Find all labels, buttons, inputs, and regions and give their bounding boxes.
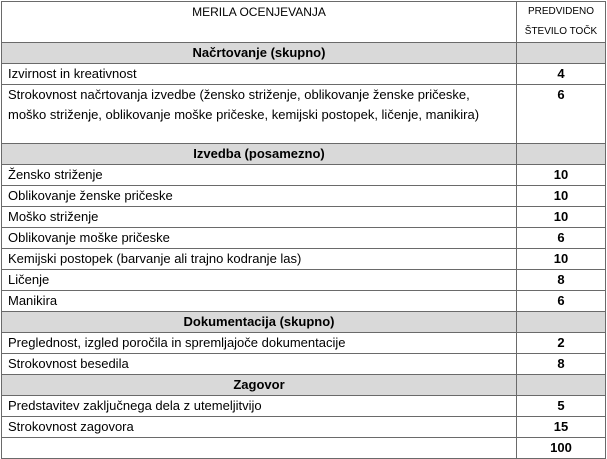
section-row [2, 375, 606, 396]
points-header [517, 2, 606, 43]
total-label-cell [2, 438, 517, 459]
section-row [2, 312, 606, 333]
section-points-cell [517, 43, 606, 64]
table-row [2, 85, 606, 144]
section-points-cell [517, 375, 606, 396]
criterion-label: Predstavitev zaključnega dela z utemeljitvijo [2, 396, 517, 417]
section-title: Izvedba (posamezno) [2, 144, 517, 165]
criterion-points: 10 [517, 249, 606, 270]
table-row [2, 396, 606, 417]
criterion-label: Žensko striženje [2, 165, 517, 186]
criterion-label: Strokovnost besedila [2, 354, 517, 375]
table-row [2, 333, 606, 354]
criterion-label: Izvirnost in kreativnost [2, 64, 517, 85]
criterion-label: Oblikovanje moške pričeske [2, 228, 517, 249]
table-row [2, 270, 606, 291]
criterion-points: 2 [517, 333, 606, 354]
header-row [2, 2, 606, 43]
section-row [2, 144, 606, 165]
table-row [2, 207, 606, 228]
section-points-cell [517, 312, 606, 333]
criterion-points: 10 [517, 165, 606, 186]
criterion-label: Manikira [2, 291, 517, 312]
criteria-header: MERILA OCENJEVANJA [2, 2, 517, 43]
table-row [2, 165, 606, 186]
section-title: Načrtovanje (skupno) [2, 43, 517, 64]
table-row [2, 186, 606, 207]
points-header-line1: PREDVIDENO [527, 6, 595, 17]
criterion-points: 6 [517, 228, 606, 249]
criterion-label: Ličenje [2, 270, 517, 291]
section-points-cell [517, 144, 606, 165]
criterion-points: 6 [517, 291, 606, 312]
criterion-label: Oblikovanje ženske pričeske [2, 186, 517, 207]
criterion-label: Preglednost, izgled poročila in spremljajoče dokumentacije [2, 333, 517, 354]
criterion-points: 4 [517, 64, 606, 85]
table-row [2, 417, 606, 438]
section-row [2, 43, 606, 64]
criterion-points: 15 [517, 417, 606, 438]
points-header-line2: ŠTEVILO TOČK [524, 26, 598, 37]
criterion-points: 6 [517, 85, 606, 144]
table-row [2, 64, 606, 85]
criterion-points: 10 [517, 207, 606, 228]
table-row [2, 291, 606, 312]
criterion-label: Moško striženje [2, 207, 517, 228]
section-title: Dokumentacija (skupno) [2, 312, 517, 333]
total-points: 100 [517, 438, 606, 459]
criterion-points: 5 [517, 396, 606, 417]
section-title: Zagovor [2, 375, 517, 396]
criterion-points: 10 [517, 186, 606, 207]
total-row [2, 438, 606, 459]
criterion-points: 8 [517, 270, 606, 291]
criterion-label: Strokovnost zagovora [2, 417, 517, 438]
grading-table [1, 1, 606, 459]
table-row [2, 228, 606, 249]
table-row [2, 249, 606, 270]
criterion-label: Kemijski postopek (barvanje ali trajno kodranje las) [2, 249, 517, 270]
table-row [2, 354, 606, 375]
criterion-points: 8 [517, 354, 606, 375]
criterion-label: Strokovnost načrtovanja izvedbe (žensko striženje, oblikovanje ženske pričeske, moško striženje, oblikovanje moške pričeske, kemijski postopek, ličenje, manikira) [2, 85, 517, 144]
